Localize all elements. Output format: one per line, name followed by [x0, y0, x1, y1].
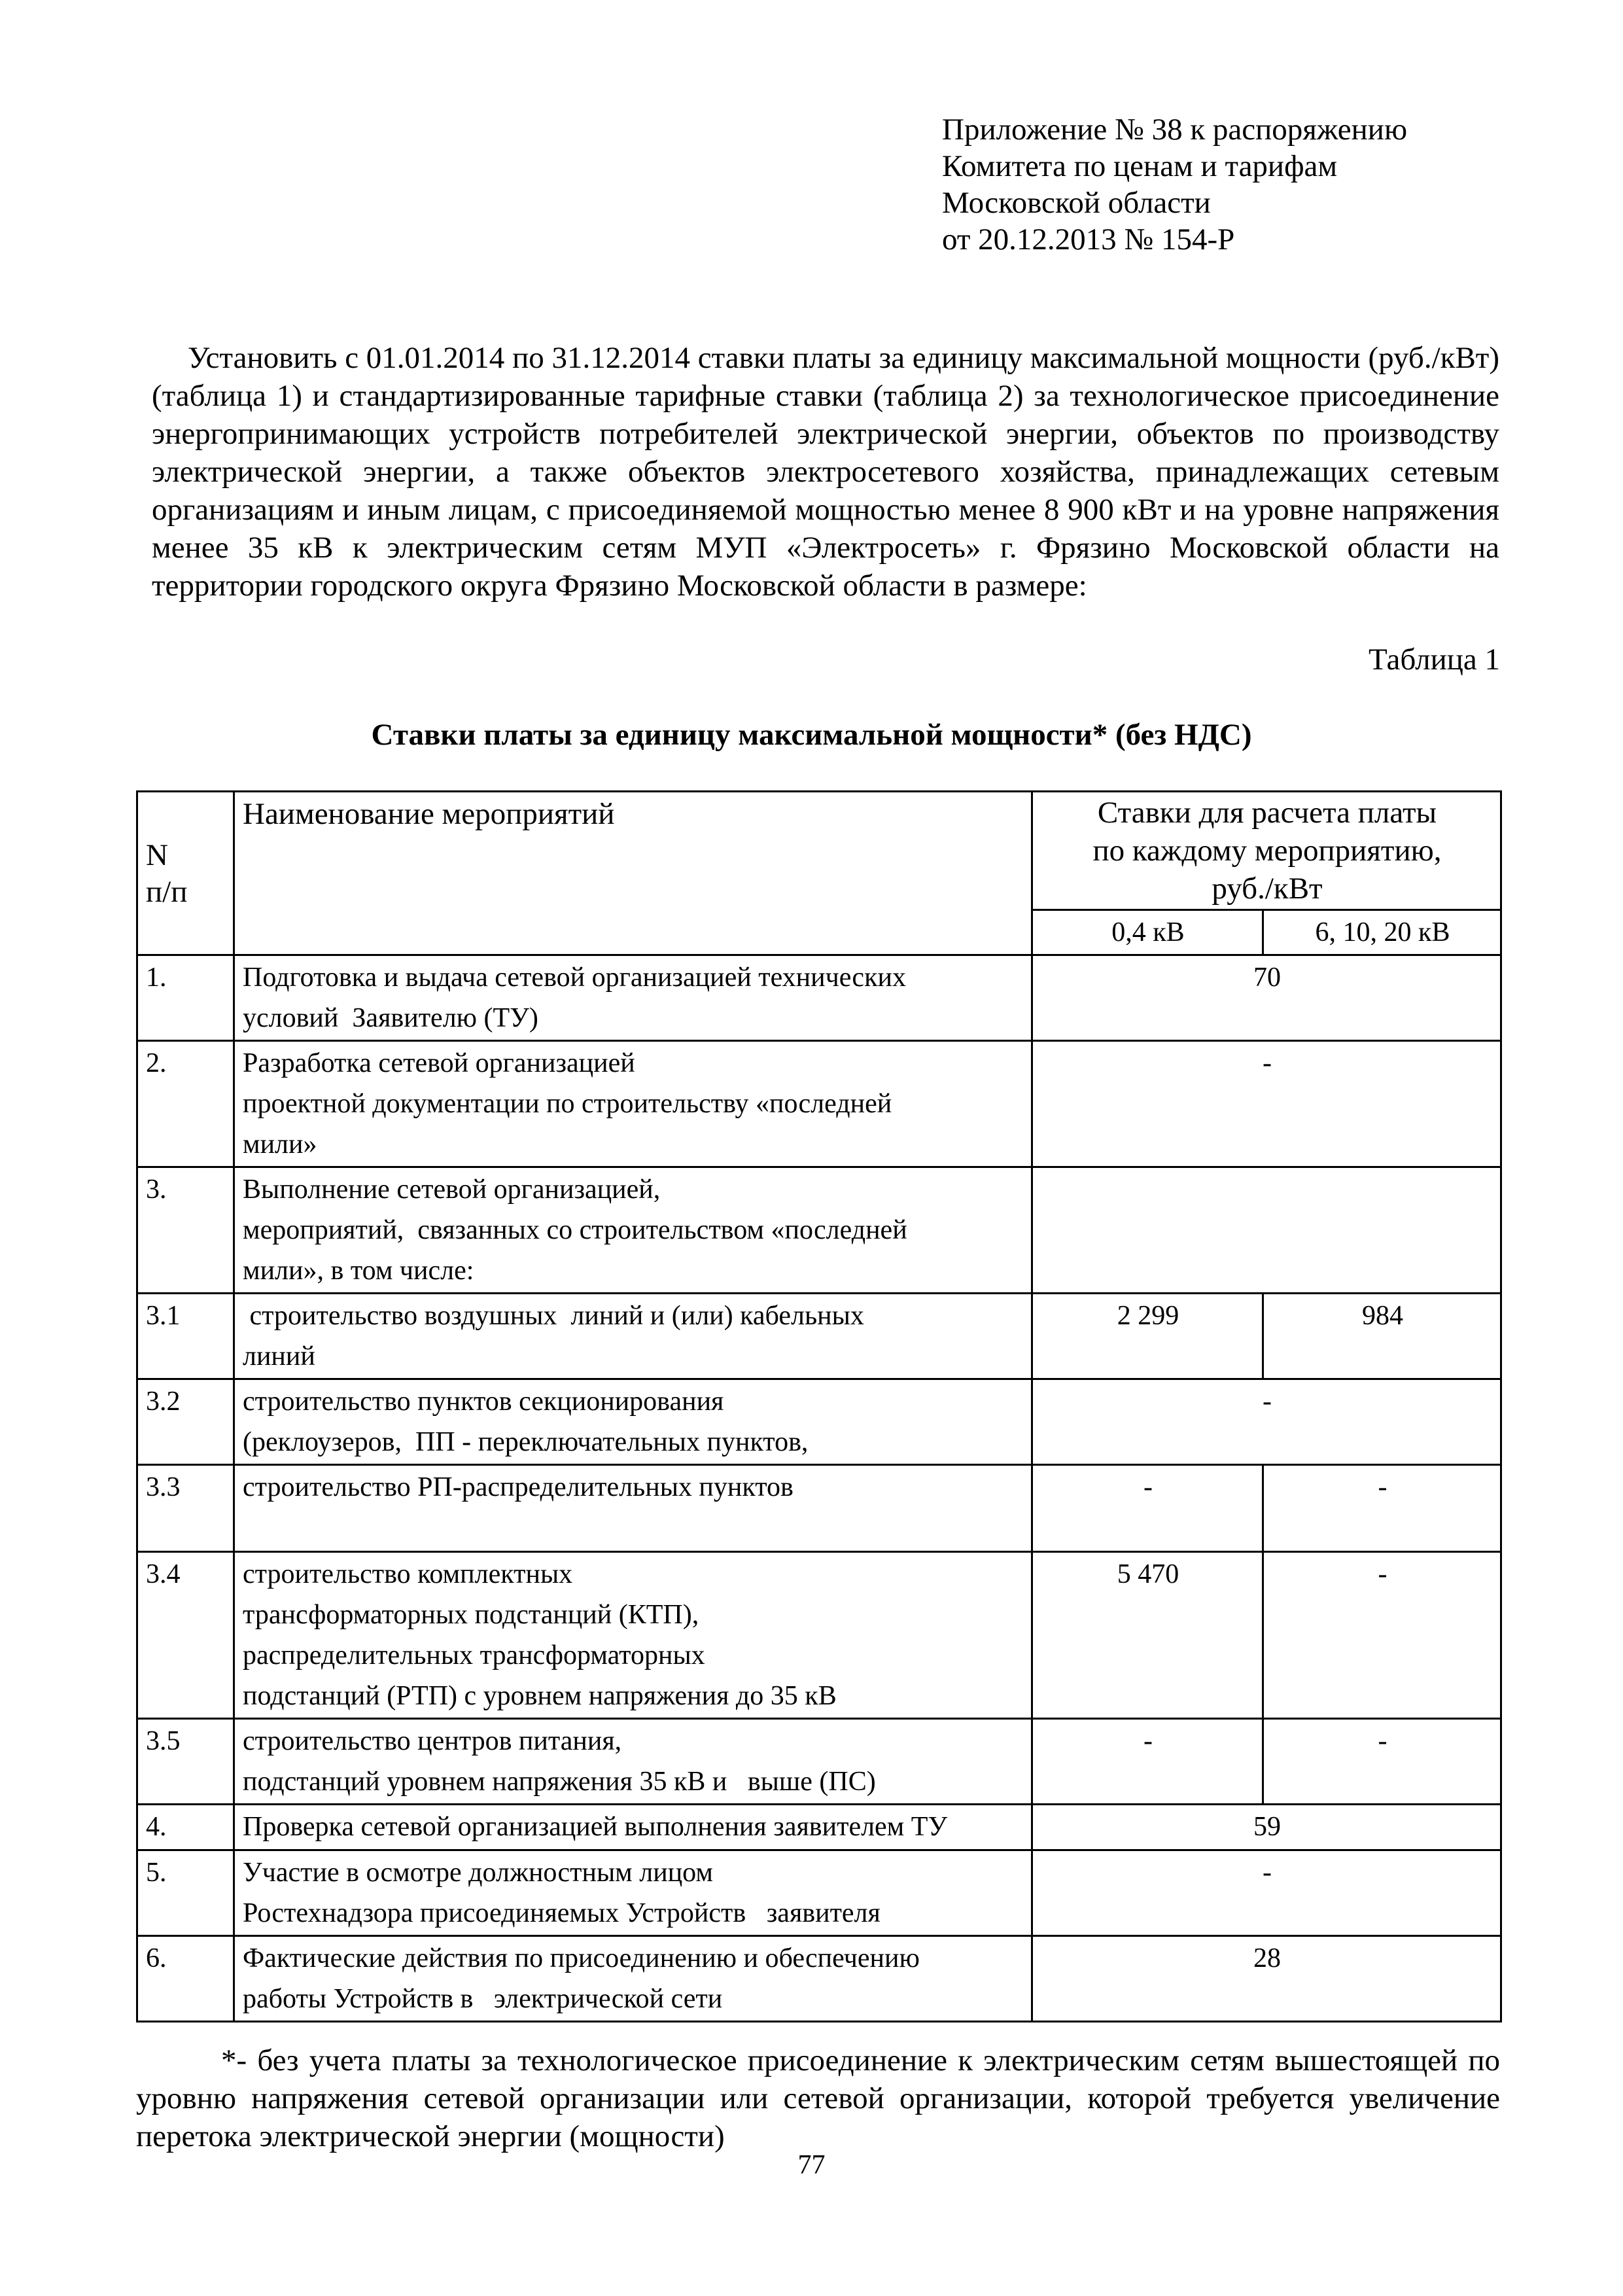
table-row: [137, 1805, 1501, 1850]
appendix-line-2: Комитета по ценам и тарифам: [942, 149, 1338, 183]
intro-paragraph: Установить с 01.01.2014 по 31.12.2014 ставки платы за единицу максимальной мощности (руб./кВт) (таблица 1) и стандартизированные тарифные ставки (таблица 2) за технологическое присоединение энергопринимающих устройств потребителей электрической энергии, объектов по производству электрической энергии, а также объектов электросетевого хозяйства, принадлежащих сетевым организациям и иным лицам, с присоединяемой мощностью менее 8 900 кВт и на уровне напряжения менее 35 кВ к электрическим сетям МУП «Электросеть» г. Фрязино Московской области на территории городского округа Фрязино Московской области в размере:: [152, 341, 1499, 603]
table-row: [137, 1379, 1501, 1465]
table-row: [137, 1552, 1501, 1719]
col-header-name: Наименование мероприятий: [234, 792, 1032, 955]
appendix-header: [942, 111, 1407, 258]
row-rate-merged: -: [1032, 1041, 1501, 1167]
row-activity-name: строительство комплектных трансформаторных подстанций (КТП), распределительных трансформаторных подстанций (РТП) с уровнем напряжения до 35 кВ: [234, 1552, 1032, 1719]
row-rate-6-20kv: -: [1263, 1465, 1501, 1552]
row-activity-name: строительство пунктов секционирования (реклоузеров, ПП - переключательных пунктов,: [234, 1379, 1032, 1465]
table-row: [137, 1167, 1501, 1294]
table-row: [137, 1465, 1501, 1552]
rates-table: [136, 790, 1502, 2022]
row-number: 3.3: [137, 1465, 234, 1552]
row-activity-name: Фактические действия по присоединению и обеспечению работы Устройств в электрической сети: [234, 1936, 1032, 2022]
row-rate-04kv: -: [1032, 1465, 1263, 1552]
row-number: 3.: [137, 1167, 234, 1294]
row-number: 3.5: [137, 1719, 234, 1805]
table-row: [137, 955, 1501, 1041]
table-row: [137, 1719, 1501, 1805]
appendix-line-3: Московской области: [942, 186, 1211, 220]
row-rate-merged: 70: [1032, 955, 1501, 1041]
row-number: 1.: [137, 955, 234, 1041]
row-activity-name: Выполнение сетевой организацией, мероприятий, связанных со строительством «последней мили», в том числе:: [234, 1167, 1032, 1294]
appendix-line-1: Приложение № 38 к распоряжению: [942, 113, 1408, 147]
table-row: [137, 1850, 1501, 1936]
footnote: *- без учета платы за технологическое присоединение к электрическим сетям вышестоящей по уровню напряжения сетевой организации или сетевой организации, которой требуется увеличение перетока электрической энергии (мощности): [136, 2043, 1500, 2153]
appendix-line-4: от 20.12.2013 № 154-Р: [942, 222, 1235, 256]
page-number: 77: [797, 2150, 826, 2180]
row-rate-04kv: -: [1032, 1719, 1263, 1805]
row-activity-name: Разработка сетевой организацией проектной документации по строительству «последней мили»: [234, 1041, 1032, 1167]
row-activity-name: Проверка сетевой организацией выполнения заявителем ТУ: [234, 1805, 1032, 1850]
table-title: Ставки платы за единицу максимальной мощности* (без НДС): [371, 718, 1252, 752]
row-rate-6-20kv: -: [1263, 1552, 1501, 1719]
col-header-04kv: 0,4 кВ: [1032, 910, 1263, 955]
table-row: [137, 1294, 1501, 1379]
col-header-6-20kv: 6, 10, 20 кВ: [1263, 910, 1501, 955]
row-number: 6.: [137, 1936, 234, 2022]
row-rate-merged: -: [1032, 1850, 1501, 1936]
row-activity-name: Подготовка и выдача сетевой организацией технических условий Заявителю (ТУ): [234, 955, 1032, 1041]
row-number: 4.: [137, 1805, 234, 1850]
row-rate-merged: [1032, 1167, 1501, 1294]
row-activity-name: строительство центров питания, подстанций уровнем напряжения 35 кВ и выше (ПС): [234, 1719, 1032, 1805]
row-activity-name: строительство РП-распределительных пунктов: [234, 1465, 1032, 1552]
row-activity-name: строительство воздушных линий и (или) кабельных линий: [234, 1294, 1032, 1379]
row-number: 3.2: [137, 1379, 234, 1465]
table-label: Таблица 1: [1368, 643, 1500, 677]
row-number: 3.4: [137, 1552, 234, 1719]
row-rate-merged: 59: [1032, 1805, 1501, 1850]
row-rate-6-20kv: 984: [1263, 1294, 1501, 1379]
row-rate-6-20kv: -: [1263, 1719, 1501, 1805]
table-header-row: [137, 792, 1501, 910]
col-header-rates: Ставки для расчета платы по каждому мероприятию, руб./кВт: [1032, 792, 1501, 910]
col-header-number: N п/п: [137, 792, 234, 955]
row-number: 2.: [137, 1041, 234, 1167]
row-rate-merged: 28: [1032, 1936, 1501, 2022]
row-number: 3.1: [137, 1294, 234, 1379]
table-body: [137, 955, 1501, 2022]
row-number: 5.: [137, 1850, 234, 1936]
row-activity-name: Участие в осмотре должностным лицом Ростехнадзора присоединяемых Устройств заявителя: [234, 1850, 1032, 1936]
table-row: [137, 1041, 1501, 1167]
row-rate-merged: -: [1032, 1379, 1501, 1465]
row-rate-04kv: 2 299: [1032, 1294, 1263, 1379]
table-row: [137, 1936, 1501, 2022]
row-rate-04kv: 5 470: [1032, 1552, 1263, 1719]
